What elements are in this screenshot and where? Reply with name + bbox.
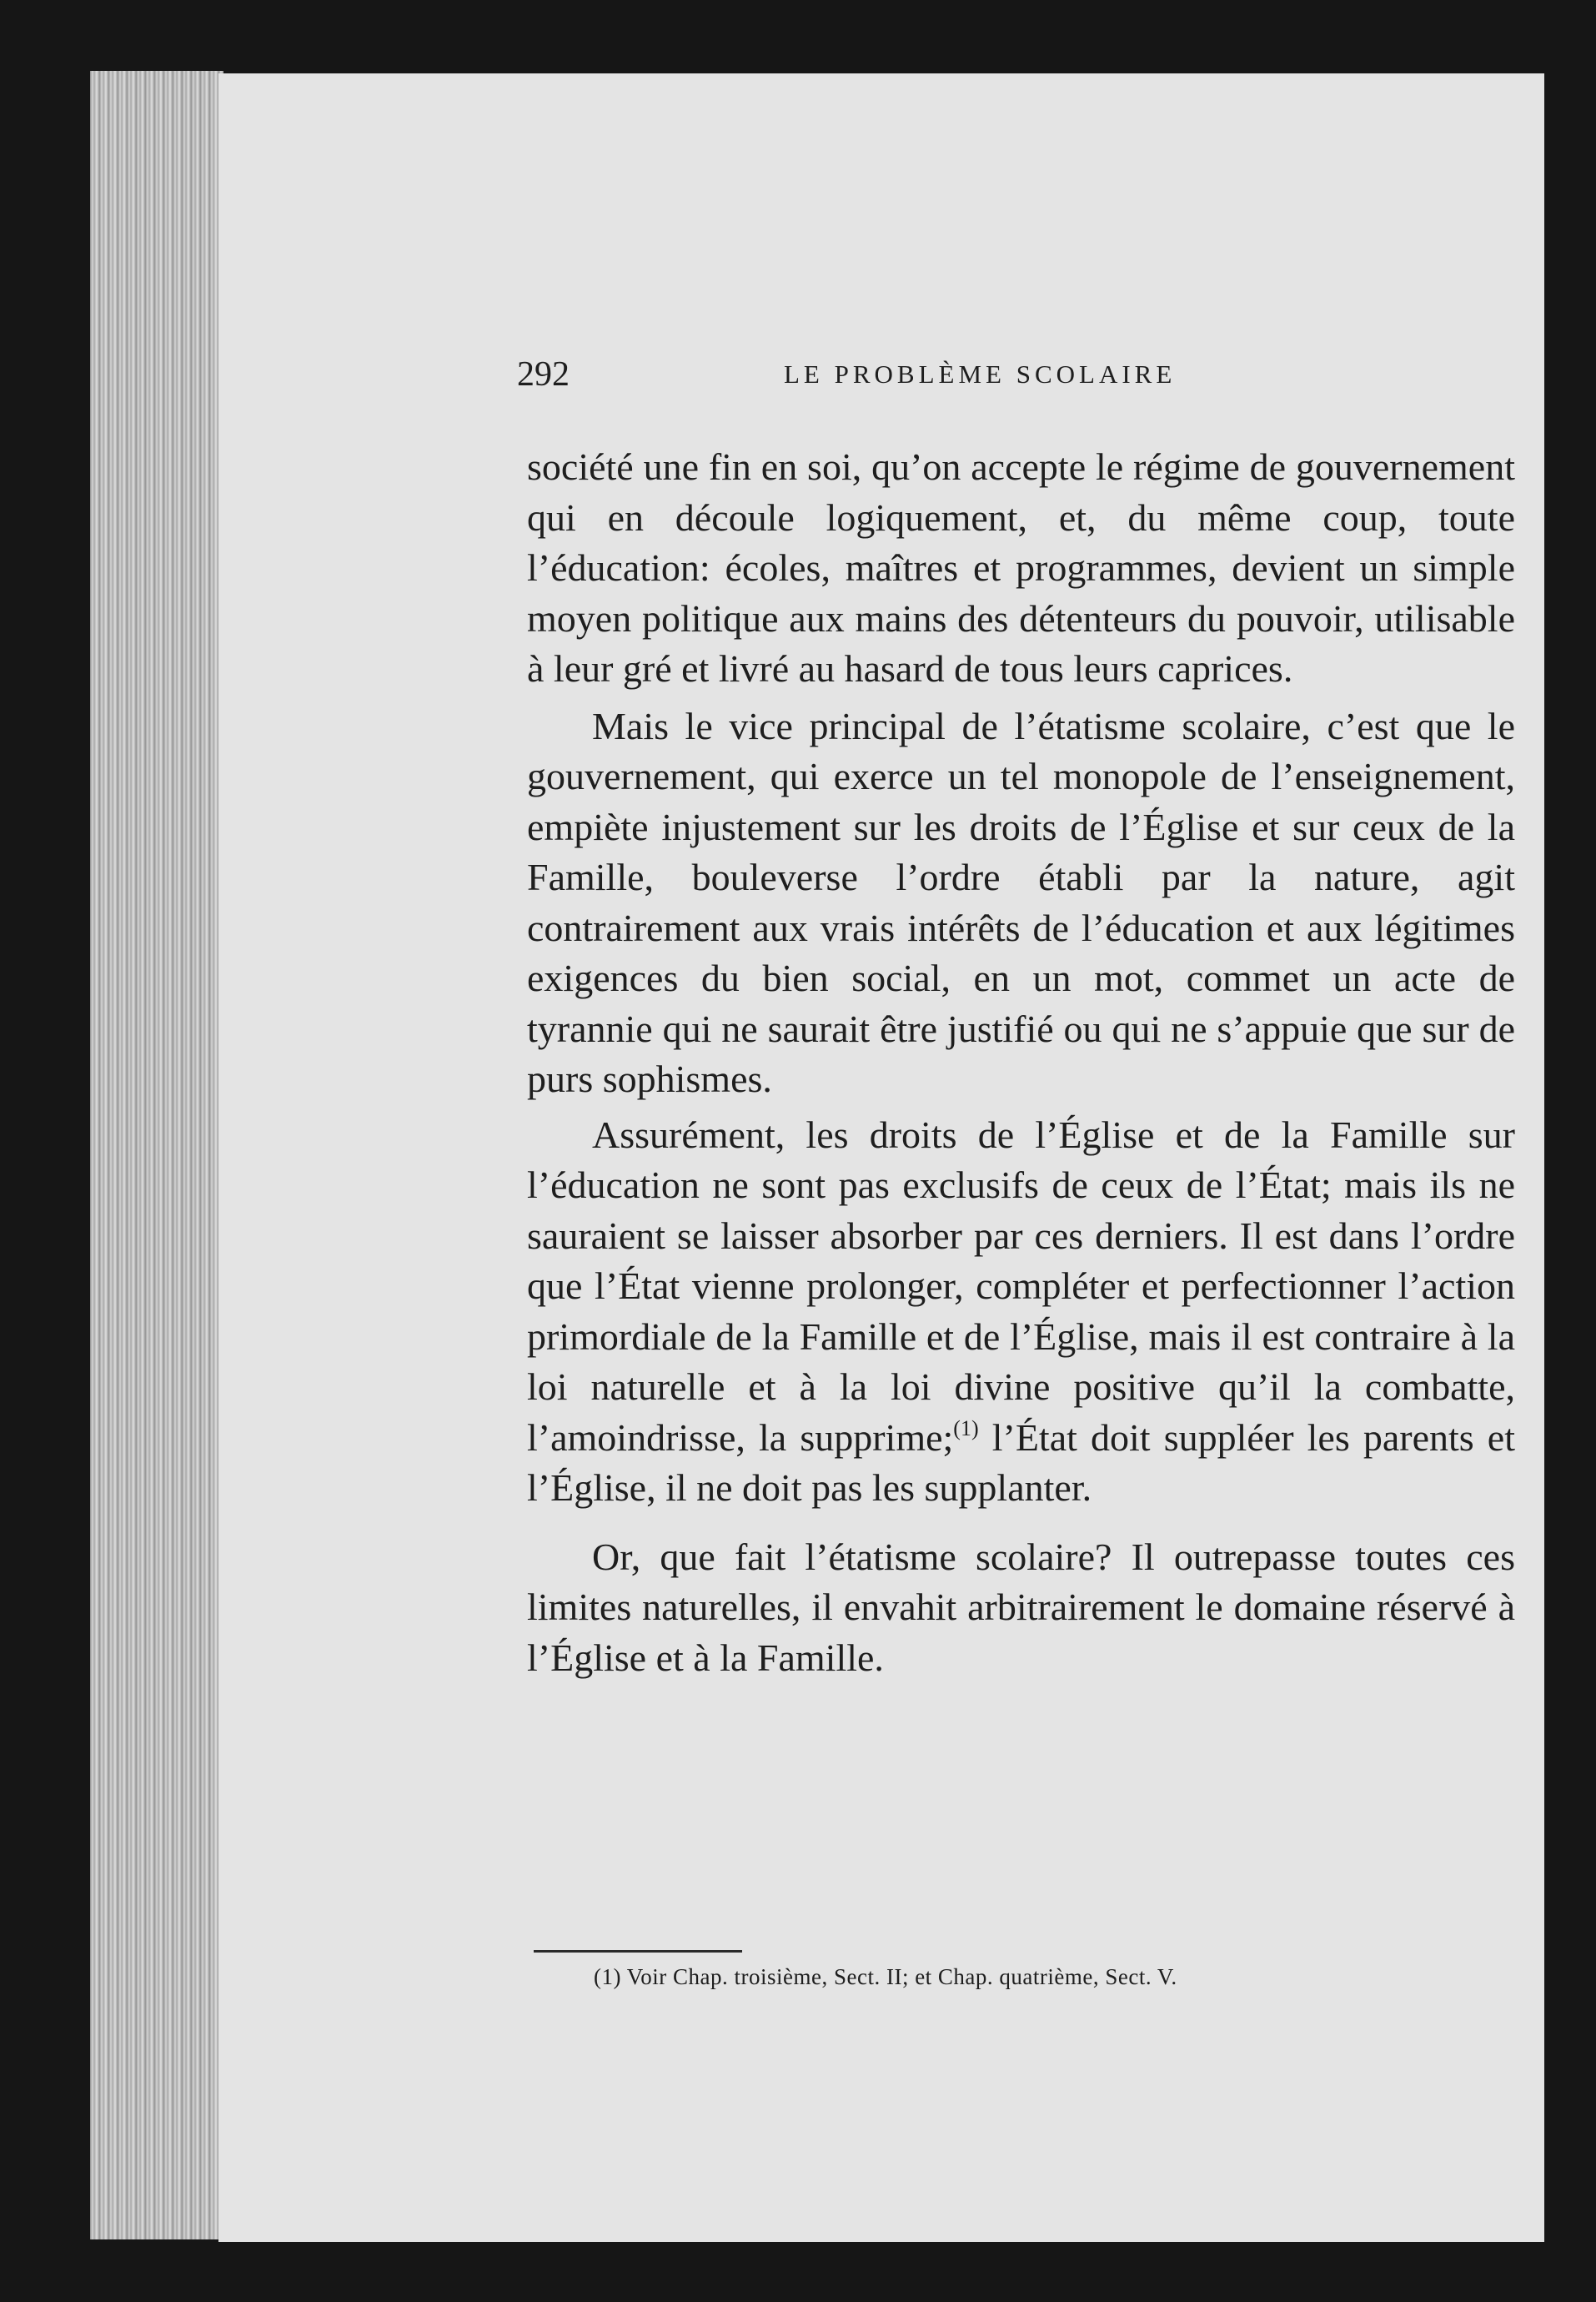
paragraph-4: Or, que fait l’étatisme scolaire? Il outrepasse toutes ces limites naturelles, il envahit arbitrairement le domaine réservé à l’Église et à la Famille.: [527, 1535, 1515, 1679]
footnote: (1) Voir Chap. troisième, Sect. II; et Chap. quatrième, Sect. V.: [594, 1964, 1177, 1989]
paragraph-1: société une fin en soi, qu’on accepte le régime de gouvernement qui en découle logiquement, et, du même coup, toute l’éducation: écoles, maîtres et programmes, devient un simple moyen politique aux mains des détenteurs du pouvoir, utilisable à leur gré et livré au hasard de tous leurs caprices.: [527, 445, 1515, 690]
paragraph-3-text-after-note: l’État doit suppléer les parents et l’Église, il ne doit pas les supplanter.: [527, 1415, 1515, 1509]
paragraph-3-text-before-note: Assurément, les droits de l’Église et de la Famille sur l’éducation ne sont pas exclusifs de ceux de l’État; mais ils ne sauraient se laisser absorber par ces derniers. Il est dans l’ordre que l’État vienne prolonger, compléter et perfectionner l’action primordiale de la Famille et de l’Église, mais il est contraire à la loi naturelle et à la loi divine positive qu’il la combatte, l’amoindrisse, la supprime;: [527, 1113, 1515, 1459]
page-header: [517, 354, 1459, 405]
running-title: LE PROBLÈME SCOLAIRE: [784, 359, 1177, 389]
footnote-marker: (1): [953, 1415, 979, 1440]
footnote-separator: [534, 1950, 742, 1953]
paragraph-2: Mais le vice principal de l’étatisme scolaire, c’est que le gouvernement, qui exerce un tel monopole de l’enseignement, empiète injustement sur les droits de l’Église et sur ceux de la Famille, bouleverse l’ordre établi par la nature, agit contrairement aux vrais intérêts de l’éducation et aux légitimes exigences du bien social, en un mot, commet un acte de tyrannie qui ne saurait être justifié ou qui ne s’appuie que sur de purs sophismes.: [527, 704, 1515, 1100]
paragraph-3: [527, 1110, 1515, 1514]
page-stack-edge: [90, 71, 223, 2239]
page-number: 292: [517, 355, 570, 394]
body-text: [527, 442, 1515, 1683]
